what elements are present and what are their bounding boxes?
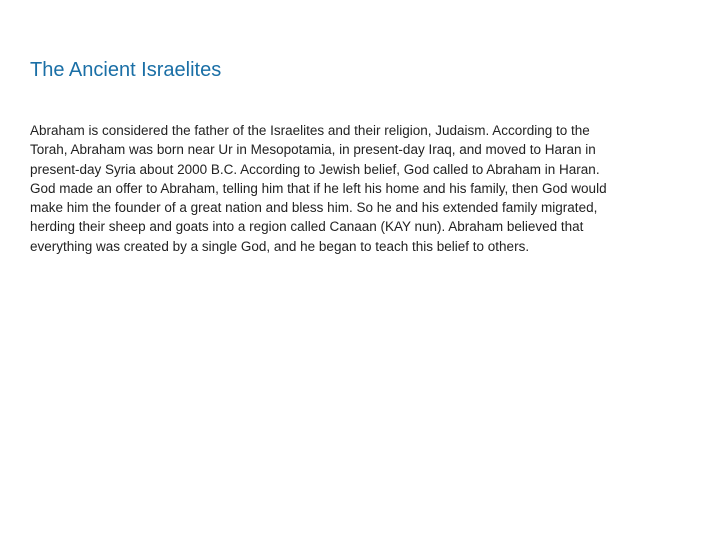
body-paragraph: Abraham is considered the father of the Israelites and their religion, Judaism. According to the Torah, Abraham was born near Ur in Mesopotamia, in present-day Iraq, and moved to Haran in present-day Syria about 2000 B.C. According to Jewish belief, God called to Abraham in Haran. God made an offer to Abraham, telling him that if he left his home and his family, then God would make him the founder of a great nation and bless him. So he and his extended family migrated, herding their sheep and goats into a region called Canaan (KAY nun). Abraham believed that everything was created by a single God, and he began to teach this belief to others. <box>30 123 607 254</box>
slide-title: The Ancient Israelites <box>30 59 222 81</box>
